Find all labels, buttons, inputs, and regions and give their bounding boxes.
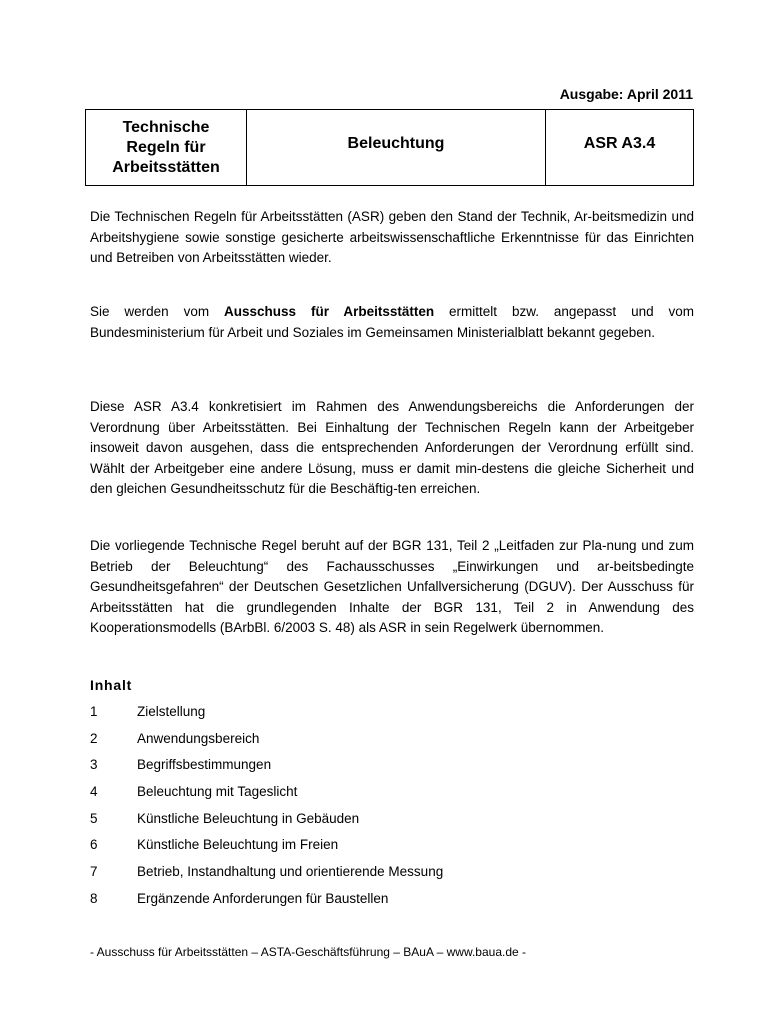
toc-item xyxy=(90,889,690,916)
toc-item-title: Künstliche Beleuchtung im Freien xyxy=(137,837,339,853)
paragraph-1: Die Technischen Regeln für Arbeitsstätten (ASR) geben den Stand der Technik, Ar-beitsmedizin und Arbeitshygiene sowie sonstige gesicherte arbeitswissenschaftliche Erkenntnisse für das Einrichten und Betreiben von Arbeitsstätten wieder. xyxy=(90,209,694,265)
toc-item-number: 4 xyxy=(90,784,98,800)
toc-list xyxy=(90,702,690,916)
paragraph-2-start: Sie werden vom xyxy=(90,304,225,319)
toc-item-title: Betrieb, Instandhaltung und orientierende Messung xyxy=(137,864,444,880)
toc-item-title: Künstliche Beleuchtung in Gebäuden xyxy=(137,810,360,826)
toc-item-number: 1 xyxy=(90,704,98,719)
paragraph-2 xyxy=(90,302,694,343)
title-rules-text: Technische Regeln für Arbeitsstätten xyxy=(112,119,220,176)
toc-item xyxy=(90,782,690,809)
toc-item xyxy=(90,755,690,782)
toc-item-number: 5 xyxy=(90,810,98,826)
toc-item-number: 7 xyxy=(90,864,98,880)
toc-item xyxy=(90,729,690,756)
toc-item xyxy=(90,835,690,862)
title-table xyxy=(85,109,694,186)
toc-item-title: Beleuchtung mit Tageslicht xyxy=(137,784,298,800)
page-footer: - Ausschuss für Arbeitsstätten – ASTA-Geschäftsführung – BAuA – www.baua.de - xyxy=(90,945,527,959)
toc-item xyxy=(90,809,690,836)
toc-item-number: 3 xyxy=(90,757,98,773)
toc-item-number: 6 xyxy=(90,837,98,853)
title-cell-rules xyxy=(86,110,247,185)
toc-item xyxy=(90,862,690,889)
title-code-text: ASR A3.4 xyxy=(583,135,656,152)
title-topic-text: Beleuchtung xyxy=(347,135,445,152)
paragraph-4: Die vorliegende Technische Regel beruht auf der BGR 131, Teil 2 „Leitfaden zur Pla-nung und zum Betrieb der Beleuchtung“ des Fachausschusses „Einwirkungen und ar-beitsbedingte Gesundheitsgefahren“ der Deutschen Gesetzlichen Unfallversicherung (DGUV). Der Ausschuss für Arbeitsstätten hat die grundlegenden Inhalte der BGR 131, Teil 2 in Anwendung des Kooperationsmodells (BArbBl. 6/2003 S. 48) als ASR in sein Regelwerk übernommen. xyxy=(90,538,694,635)
toc-item-title: Begriffsbestimmungen xyxy=(137,757,272,773)
toc-item-title: Zielstellung xyxy=(137,704,206,719)
toc-item-number: 2 xyxy=(90,730,98,746)
toc-item-title: Anwendungsbereich xyxy=(137,730,260,746)
edition-label: Ausgabe: April 2011 xyxy=(559,86,693,102)
toc-item xyxy=(90,702,690,729)
paragraph-2-end: ermittelt bzw. angepasst und vom Bundesministerium für Arbeit und Soziales im Gemeinsamen Ministerialblatt bekannt gegeben. xyxy=(90,304,695,340)
title-cell-code xyxy=(546,110,693,185)
paragraph-3: Diese ASR A3.4 konkretisiert im Rahmen des Anwendungsbereichs die Anforderungen der Verordnung über Arbeitsstätten. Bei Einhaltung der Technischen Regeln kann der Arbeitgeber insoweit davon ausgehen, dass die entsprechenden Anforderungen der Verordnung erfüllt sind. Wählt der Arbeitgeber eine andere Lösung, muss er damit min-destens die gleiche Sicherheit und den gleichen Gesundheitsschutz für die Beschäftig-ten erreichen. xyxy=(90,399,694,496)
toc-item-number: 8 xyxy=(90,890,98,906)
toc-heading: Inhalt xyxy=(90,677,133,693)
paragraph-2-bold: Ausschuss für Arbeitsstätten xyxy=(224,304,435,319)
title-cell-topic xyxy=(247,110,546,185)
toc-item-title: Ergänzende Anforderungen für Baustellen xyxy=(137,890,389,906)
